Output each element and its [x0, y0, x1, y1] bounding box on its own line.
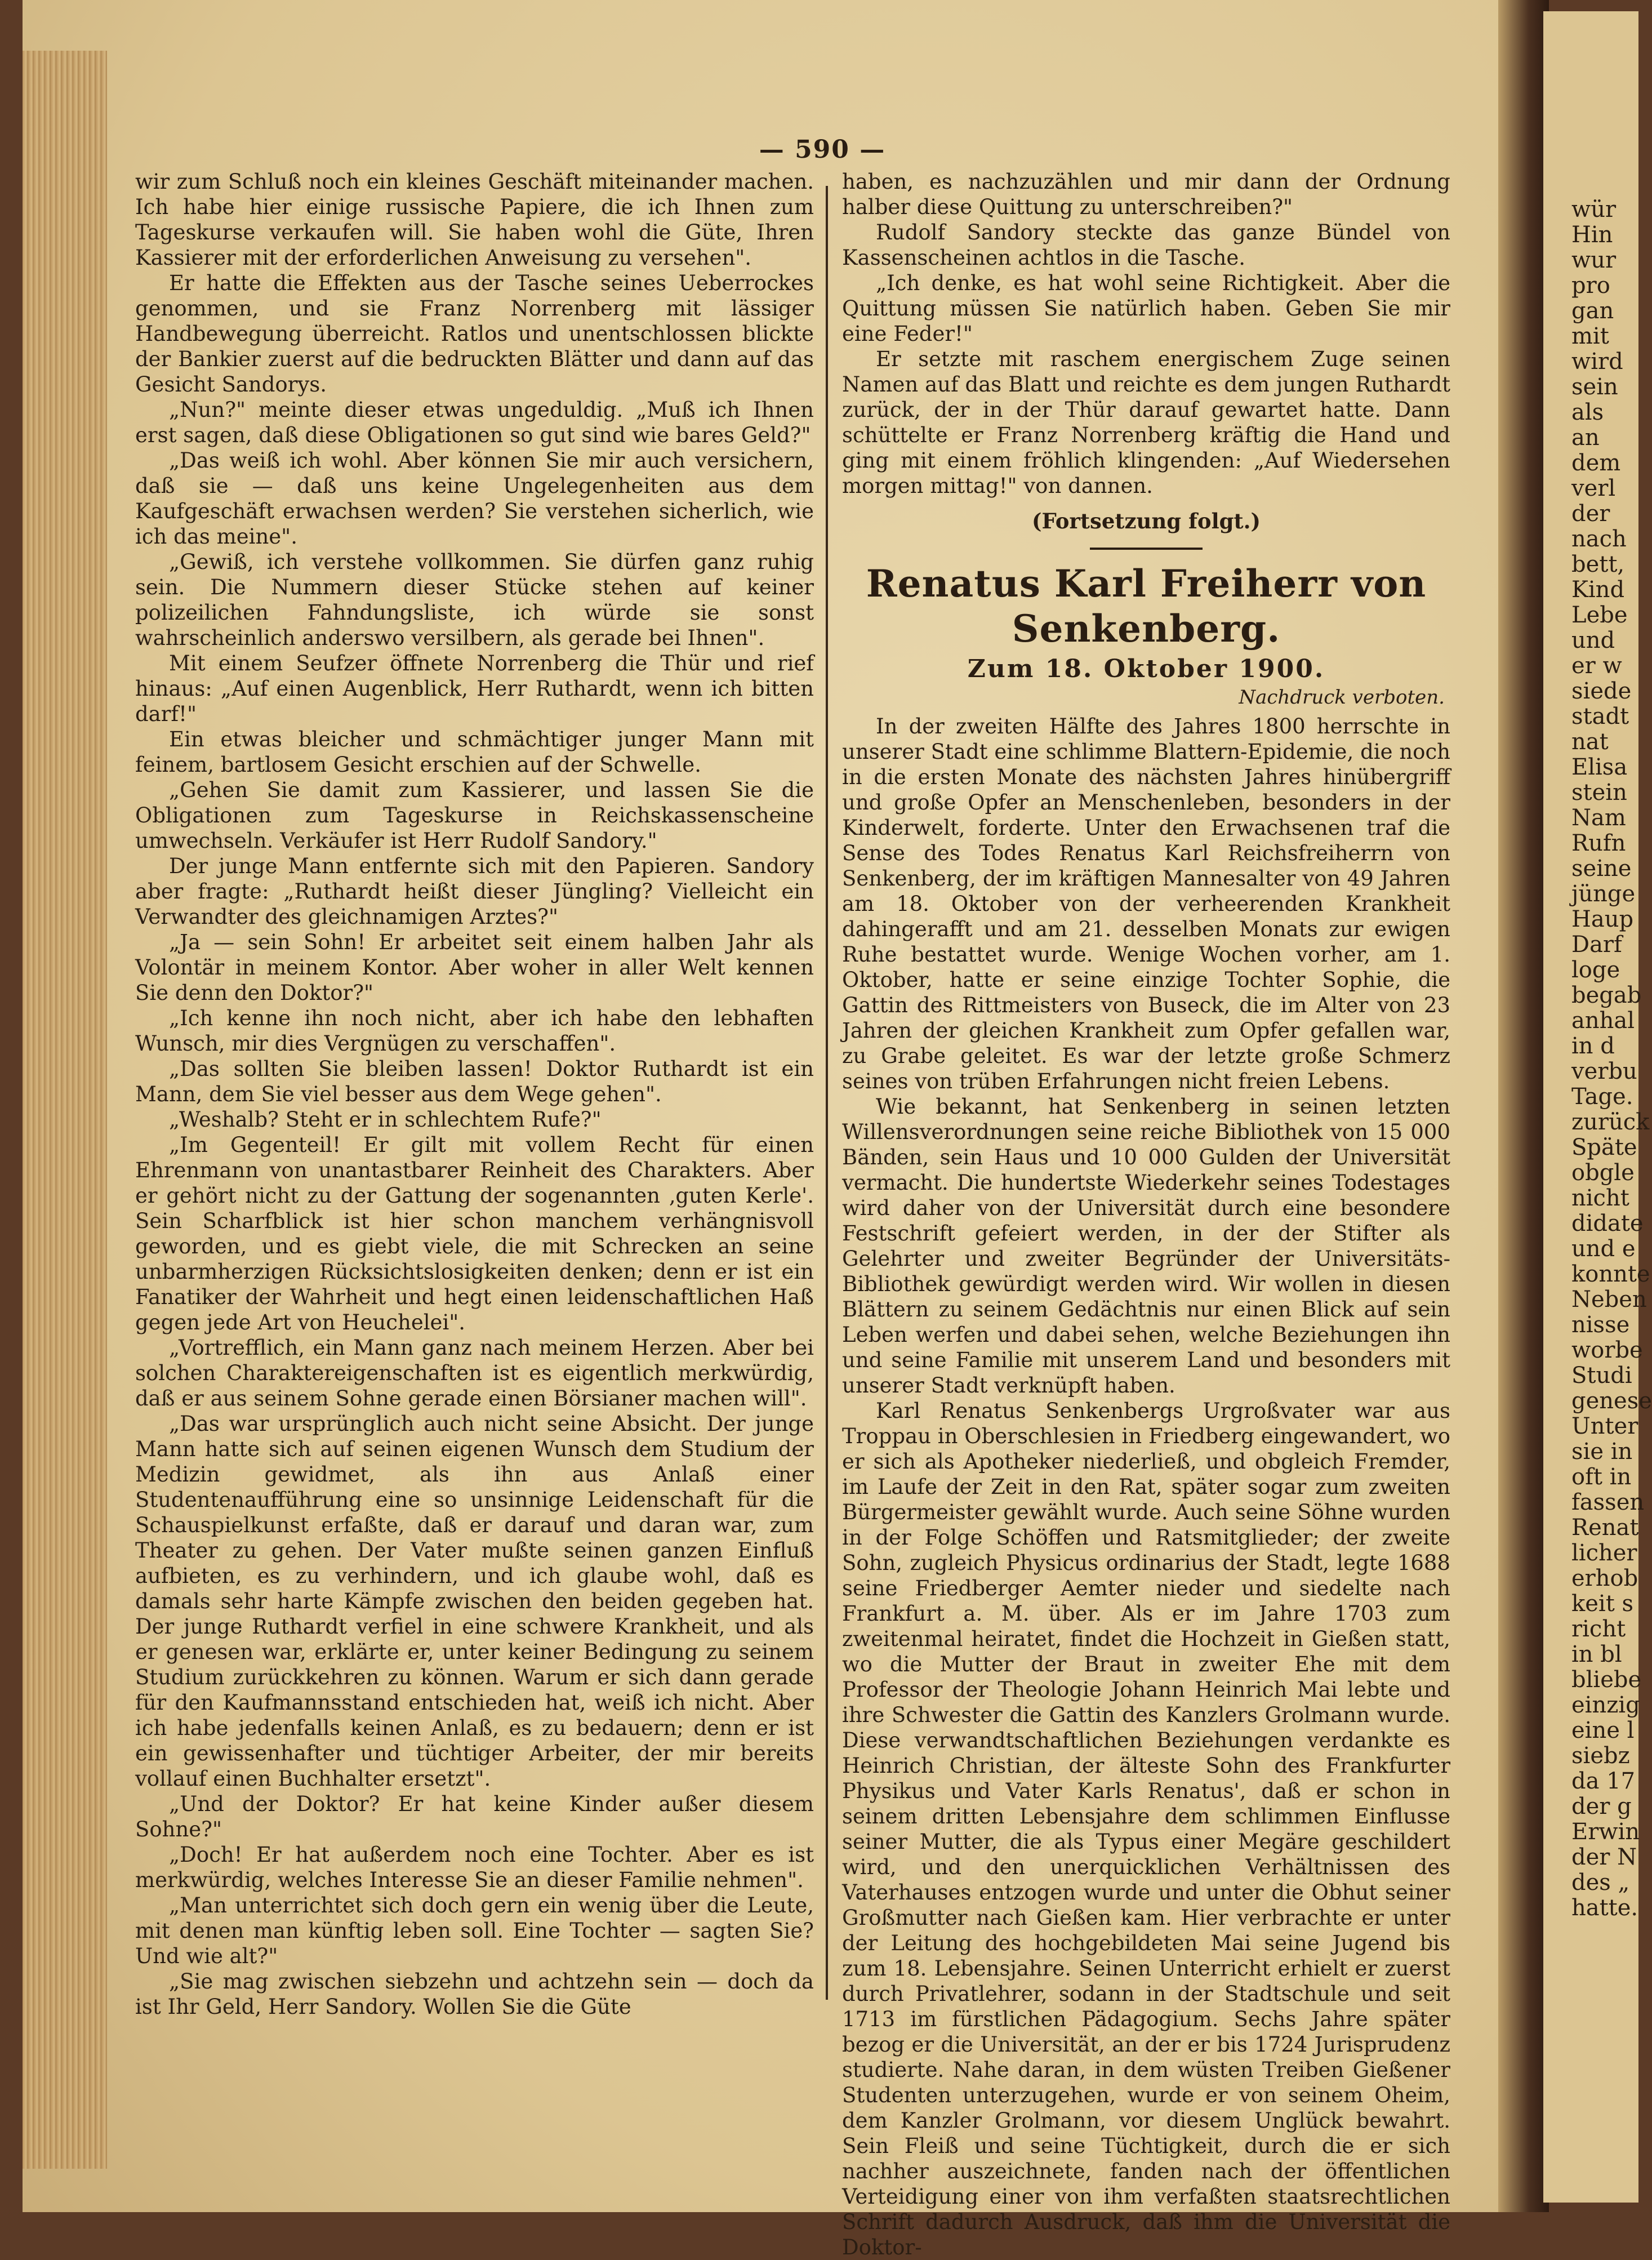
- paragraph: „Und der Doktor? Er hat keine Kinder außer diesem Sohne?": [135, 1792, 814, 1841]
- paragraph: Karl Renatus Senkenbergs Urgroßvater war aus Troppau in Oberschlesien in Friedberg eingewandert, wo er sich als Apotheker niederließ, und obgleich Fremder, im Laufe der Zeit in den Rat, später sogar zum zweiten Bürgermeister gewählt wurde. Auch seine Söhne wurden in der Folge Schöffen und Ratsmitglieder; der zweite Sohn, zugleich Physicus ordinarius der Stadt, legte 1688 seine Friedberger Aemter nieder und siedelte nach Frankfurt a. M. über. Als er im Jahre 1703 zum zweitenmal heiratet, findet die Hochzeit in Gießen statt, wo die Mutter der Braut in zweiter Ehe mit dem Professor der Theologie Johann Heinrich Mai lebte und ihre Schwester die Gattin des Kanzlers Grolmann wurde. Diese verwandtschaftlichen Beziehungen verdankte es Heinrich Christian, der älteste Sohn des Frankfurter Physikus und Vater Karls Renatus', daß er schon in seinem dritten Lebensjahre dem schlimmen Einflusse seiner Mutter, die als Typus einer Megäre geschildert wird, und den unerquicklichen Verhältnissen des Vaterhauses entzogen wurde und unter die Obhut seiner Großmutter nach Gießen kam. Hier verbrachte er unter der Leitung des hochgebildeten Mai seine Jugend bis zum 18. Lebensjahre. Seinen Unterricht erhielt er zuerst durch Privatlehrer, sodann in der Stadtschule und seit 1713 im fürstlichen Pädagogium. Sechs Jahre später bezog er die Universität, an der er bis 1724 Jurisprudenz studierte. Nahe daran, in dem wüsten Treiben Gießener Studenten unterzugehen, wurde er von seinem Oheim, dem Kanzler Grolmann, vor diesem Unglück bewahrt. Sein Fleiß und seine Tüchtigkeit, durch die er sich nachher auszeichnete, fanden nach der öffentlichen Verteidigung einer von ihm verfaßten staatsrechtlichen Schrift dadurch Ausdruck, daß ihm die Universität die Doktor-: [842, 1399, 1450, 2259]
- next-page-line: genese: [1571, 1388, 1652, 1414]
- next-page-line: richt: [1571, 1616, 1626, 1642]
- paragraph: „Ich kenne ihn noch nicht, aber ich habe den lebhaften Wunsch, mir dies Vergnügen zu verschaffen".: [135, 1006, 814, 1056]
- next-page-line: Elisa: [1571, 754, 1628, 780]
- next-page-line: mit: [1571, 323, 1609, 349]
- next-page-line: Unter: [1571, 1413, 1638, 1439]
- next-page-fragment: [1543, 11, 1652, 2203]
- paragraph: „Man unterrichtet sich doch gern ein wenig über die Leute, mit denen man künftig leben soll. Eine Tochter — sagten Sie? Und wie alt?": [135, 1893, 814, 1968]
- next-page-line: als: [1571, 399, 1604, 425]
- next-page-line: worbe: [1571, 1337, 1643, 1363]
- next-page-line: stein: [1571, 780, 1627, 806]
- next-page-line: nisse: [1571, 1312, 1630, 1338]
- paragraph: „Doch! Er hat außerdem noch eine Tochter. Aber es ist merkwürdig, welches Interesse Sie an dieser Familie nehmen".: [135, 1843, 814, 1892]
- paragraph: „Gewiß, ich verstehe vollkommen. Sie dürfen ganz ruhig sein. Die Nummern dieser Stücke stehen auf keiner polizeilichen Fahndungsliste, ich würde sie sonst wahrscheinlich anderswo versilbern, als gerade bei Ihnen".: [135, 550, 814, 650]
- paragraph: „Im Gegenteil! Er gilt mit vollem Recht für einen Ehrenmann von unantastbarer Reinheit des Charakters. Aber er gehört nicht zu der Gattung der sogenannten ‚guten Kerle'. Sein Scharfblick ist hier schon manchem verhängnisvoll geworden, und es giebt viele, die mit Schrecken an seine unbarmherzigen Rücksichtslosigkeiten denken; denn er ist ein Fanatiker der Wahrheit und hegt einen leidenschaftlichen Haß gegen jede Art von Heuchelei".: [135, 1133, 814, 1334]
- next-page-line: nat: [1571, 729, 1609, 755]
- next-page-line: an: [1571, 425, 1600, 451]
- next-page-line: Haup: [1571, 906, 1634, 932]
- next-page-line: begab: [1571, 982, 1642, 1008]
- paragraph: wir zum Schluß noch ein kleines Geschäft miteinander machen. Ich habe hier einige russische Papiere, die ich Ihnen zum Tageskurse verkaufen will. Sie haben wohl die Güte, Ihren Kassierer mit der erforderlichen Anweisung zu versehen".: [135, 170, 814, 270]
- page-number: — 590 —: [759, 135, 886, 164]
- right-column: [842, 169, 1450, 2259]
- next-page-line: erhob: [1571, 1565, 1638, 1591]
- next-page-line: einzig: [1571, 1692, 1640, 1718]
- next-page-line: des „: [1571, 1870, 1630, 1896]
- next-page-line: Rufn: [1571, 830, 1626, 856]
- story-continuation: [842, 169, 1450, 499]
- next-page-line: Späte: [1571, 1135, 1637, 1160]
- paragraph: Wie bekannt, hat Senkenberg in seinen letzten Willensverordnungen seine reiche Bibliothek von 15 000 Bänden, sein Haus und 10 000 Gulden der Universität vermacht. Die hundertste Wiederkehr seines Todestages wird daher von der Universität durch eine besondere Festschrift gefeiert werden, in der der Stifter als Gelehrter und zweiter Begründer der Universitäts-Bibliothek gewürdigt werden wird. Wir wollen in diesen Blättern zu seinem Gedächtnis nur einen Blick auf sein Leben werfen und dabei sehen, welche Beziehungen ihn und seine Familie mit unserem Land und besonders mit unserer Stadt verknüpft haben.: [842, 1095, 1450, 1398]
- next-page-line: wird: [1571, 349, 1623, 375]
- paragraph: „Vortrefflich, ein Mann ganz nach meinem Herzen. Aber bei solchen Charaktereigenschaften ist es eigentlich merkwürdig, daß er aus seinem Sohne gerade einen Börsianer machen will".: [135, 1336, 814, 1411]
- next-page-line: jünge: [1571, 881, 1636, 907]
- article-subtitle: Zum 18. Oktober 1900.: [967, 655, 1325, 683]
- paragraph: haben, es nachzuzählen und mir dann der Ordnung halber diese Quittung zu unterschreiben?": [842, 170, 1450, 219]
- next-page-line: in bl: [1571, 1641, 1622, 1667]
- next-page-line: oft in: [1571, 1464, 1632, 1490]
- next-page-line: der: [1571, 501, 1610, 527]
- next-page-line: pro: [1571, 273, 1610, 299]
- paragraph: „Ich denke, es hat wohl seine Richtigkeit. Aber die Quittung müssen Sie natürlich haben. Geben Sie mir eine Feder!": [842, 271, 1450, 346]
- next-page-line: didate: [1571, 1211, 1644, 1236]
- next-page-line: wür: [1571, 197, 1617, 223]
- next-page-line: zurück: [1571, 1109, 1650, 1135]
- next-page-line: Studi: [1571, 1363, 1632, 1389]
- next-page-line: und e: [1571, 1236, 1636, 1262]
- column-divider: [826, 186, 828, 2000]
- next-page-line: Lebe: [1571, 602, 1628, 628]
- paragraph: Der junge Mann entfernte sich mit den Papieren. Sandory aber fragte: „Ruthardt heißt dieser Jüngling? Vielleicht ein Verwandter des gleichnamigen Arztes?": [135, 854, 814, 929]
- next-page-line: gan: [1571, 298, 1614, 324]
- next-page-line: wur: [1571, 247, 1617, 273]
- paragraph: Rudolf Sandory steckte das ganze Bündel von Kassenscheinen achtlos in die Tasche.: [842, 220, 1450, 270]
- left-column: [135, 169, 814, 2067]
- next-page-line: Renat: [1571, 1515, 1639, 1541]
- next-page-line: er w: [1571, 653, 1622, 679]
- next-page-line: Erwin: [1571, 1819, 1640, 1845]
- next-page-line: stadt: [1571, 704, 1629, 729]
- next-page-line: licher: [1571, 1540, 1637, 1566]
- rights-notice: Nachdruck verboten.: [1239, 686, 1445, 709]
- section-divider: [1090, 548, 1203, 550]
- next-page-line: Hin: [1571, 222, 1613, 248]
- next-page-line: hatte.: [1571, 1895, 1638, 1921]
- next-page-line: konnte: [1571, 1261, 1650, 1287]
- next-page-line: nach: [1571, 526, 1627, 552]
- paragraph: „Das weiß ich wohl. Aber können Sie mir auch versichern, daß sie — daß uns keine Ungelegenheiten aus dem Kaufgeschäft erwachsen werden? Sie verstehen sicherlich, wie ich das meine".: [135, 448, 814, 549]
- paragraph: „Das sollten Sie bleiben lassen! Doktor Ruthardt ist ein Mann, dem Sie viel besser aus dem Wege gehen".: [135, 1057, 814, 1106]
- paragraph: „Gehen Sie damit zum Kassierer, und lassen Sie die Obligationen zum Tageskurse in Reichskassenscheine umwechseln. Verkäufer ist Herr Rudolf Sandory.": [135, 778, 814, 853]
- next-page-line: da 17: [1571, 1768, 1636, 1794]
- book-gutter: [1498, 0, 1549, 2212]
- next-page-line: nicht: [1571, 1185, 1629, 1211]
- page-edges: [23, 51, 107, 2169]
- next-page-line: siebz: [1571, 1743, 1630, 1769]
- next-page-line: Tage.: [1571, 1084, 1633, 1110]
- next-page-line: der g: [1571, 1794, 1632, 1819]
- next-page-line: sie in: [1571, 1439, 1633, 1465]
- paragraph: Er hatte die Effekten aus der Tasche seines Ueberrockes genommen, und sie Franz Norrenberg mit lässiger Handbewegung überreicht. Ratlos und unentschlossen blickte der Bankier zuerst auf die bedruckten Blätter und dann auf das Gesicht Sandorys.: [135, 271, 814, 397]
- next-page-line: dem: [1571, 450, 1621, 476]
- paragraph: In der zweiten Hälfte des Jahres 1800 herrschte in unserer Stadt eine schlimme Blattern-Epidemie, die noch in die ersten Monate des nächsten Jahres hinübergriff und große Opfer an Menschenleben, besonders in der Kinderwelt, forderte. Unter den Erwachsenen traf die Sense des Todes Renatus Karl Reichsfreiherrn von Senkenberg, der im kräftigen Mannesalter von 49 Jahren am 18. Oktober von der verheerenden Krankheit dahingerafft und am 21. desselben Monats zur ewigen Ruhe bestattet wurde. Wenige Wochen vorher, am 1. Oktober, hatte er seine einzige Tochter Sophie, die Gattin des Rittmeisters von Buseck, die im Alter von 23 Jahren der gleichen Krankheit zum Opfer gefallen war, zu Grabe geleitet. Es war der letzte große Schmerz seines von trüben Erfahrungen nicht freien Lebens.: [842, 714, 1450, 1093]
- next-page-line: siede: [1571, 678, 1632, 704]
- paragraph: „Ja — sein Sohn! Er arbeitet seit einem halben Jahr als Volontär in meinem Kontor. Aber woher in aller Welt kennen Sie denn den Doktor?": [135, 930, 814, 1005]
- next-page-line: obgle: [1571, 1160, 1635, 1186]
- paragraph: „Sie mag zwischen siebzehn und achtzehn sein — doch da ist Ihr Geld, Herr Sandory. Wollen Sie die Güte: [135, 1969, 814, 2019]
- next-page-line: Neben: [1571, 1287, 1647, 1313]
- next-page-line: loge: [1571, 957, 1620, 983]
- paragraph: Ein etwas bleicher und schmächtiger junger Mann mit feinem, bartlosem Gesicht erschien auf der Schwelle.: [135, 727, 814, 777]
- next-page-line: verbu: [1571, 1058, 1637, 1084]
- article-title: Renatus Karl Freiherr von Senkenberg.: [866, 562, 1427, 651]
- next-page-line: keit s: [1571, 1591, 1634, 1617]
- continuation-note: (Fortsetzung folgt.): [1031, 509, 1261, 533]
- next-page-line: anhal: [1571, 1008, 1635, 1034]
- paragraph: Mit einem Seufzer öffnete Norrenberg die Thür und rief hinaus: „Auf einen Augenblick, Herr Ruthardt, wenn ich bitten darf!": [135, 651, 814, 726]
- next-page-line: bliebe: [1571, 1667, 1642, 1693]
- next-page-line: fassen: [1571, 1489, 1645, 1515]
- next-page-line: Darf: [1571, 932, 1622, 958]
- paragraph: „Weshalb? Steht er in schlechtem Rufe?": [169, 1107, 602, 1132]
- paragraph: Er setzte mit raschem energischem Zuge seinen Namen auf das Blatt und reichte es dem jungen Ruthardt zurück, der in der Thür darauf gewartet hatte. Dann schüttelte er Franz Norrenberg kräftig die Hand und ging mit einem fröhlich klingenden: „Auf Wiedersehen morgen mittag!" von dannen.: [842, 347, 1450, 498]
- paragraph: „Nun?" meinte dieser etwas ungeduldig. „Muß ich Ihnen erst sagen, daß diese Obligationen so gut sind wie bares Geld?": [135, 398, 814, 447]
- next-page-line: bett,: [1571, 551, 1625, 577]
- next-page-line: und: [1571, 628, 1615, 653]
- next-page-line: Kind: [1571, 577, 1625, 603]
- next-page-line: verl: [1571, 475, 1616, 501]
- next-page-line: der N: [1571, 1844, 1637, 1870]
- next-page-line: seine: [1571, 856, 1632, 882]
- next-page-line: sein: [1571, 374, 1618, 400]
- next-page-line: Nam: [1571, 805, 1626, 831]
- next-page-line: eine l: [1571, 1718, 1635, 1743]
- article-body: [842, 714, 1450, 2260]
- next-page-line: in d: [1571, 1033, 1615, 1059]
- paragraph: „Das war ursprünglich auch nicht seine Absicht. Der junge Mann hatte sich auf seinen eigenen Wunsch dem Studium der Medizin gewidmet, als ihn aus Anlaß einer Studentenaufführung eine so unsinnige Leidenschaft für die Schauspielkunst erfaßte, daß er darauf und daran war, zum Theater zu gehen. Der Vater mußte seinen ganzen Einfluß aufbieten, es zu verhindern, und ich glaube wohl, daß es damals sehr harte Kämpfe zwischen den beiden gegeben hat. Der junge Ruthardt verfiel in eine schwere Krankheit, und als er genesen war, erklärte er, unter keiner Bedingung zu seinem Studium zurückkehren zu können. Warum er sich dann gerade für den Kaufmannsstand entschieden hat, weiß ich nicht. Aber ich habe jedenfalls keinen Anlaß, es zu bedauern; denn er ist ein gewissenhafter und tüchtiger Arbeiter, der mir bereits vollauf einen Buchhalter ersetzt".: [135, 1412, 814, 1791]
